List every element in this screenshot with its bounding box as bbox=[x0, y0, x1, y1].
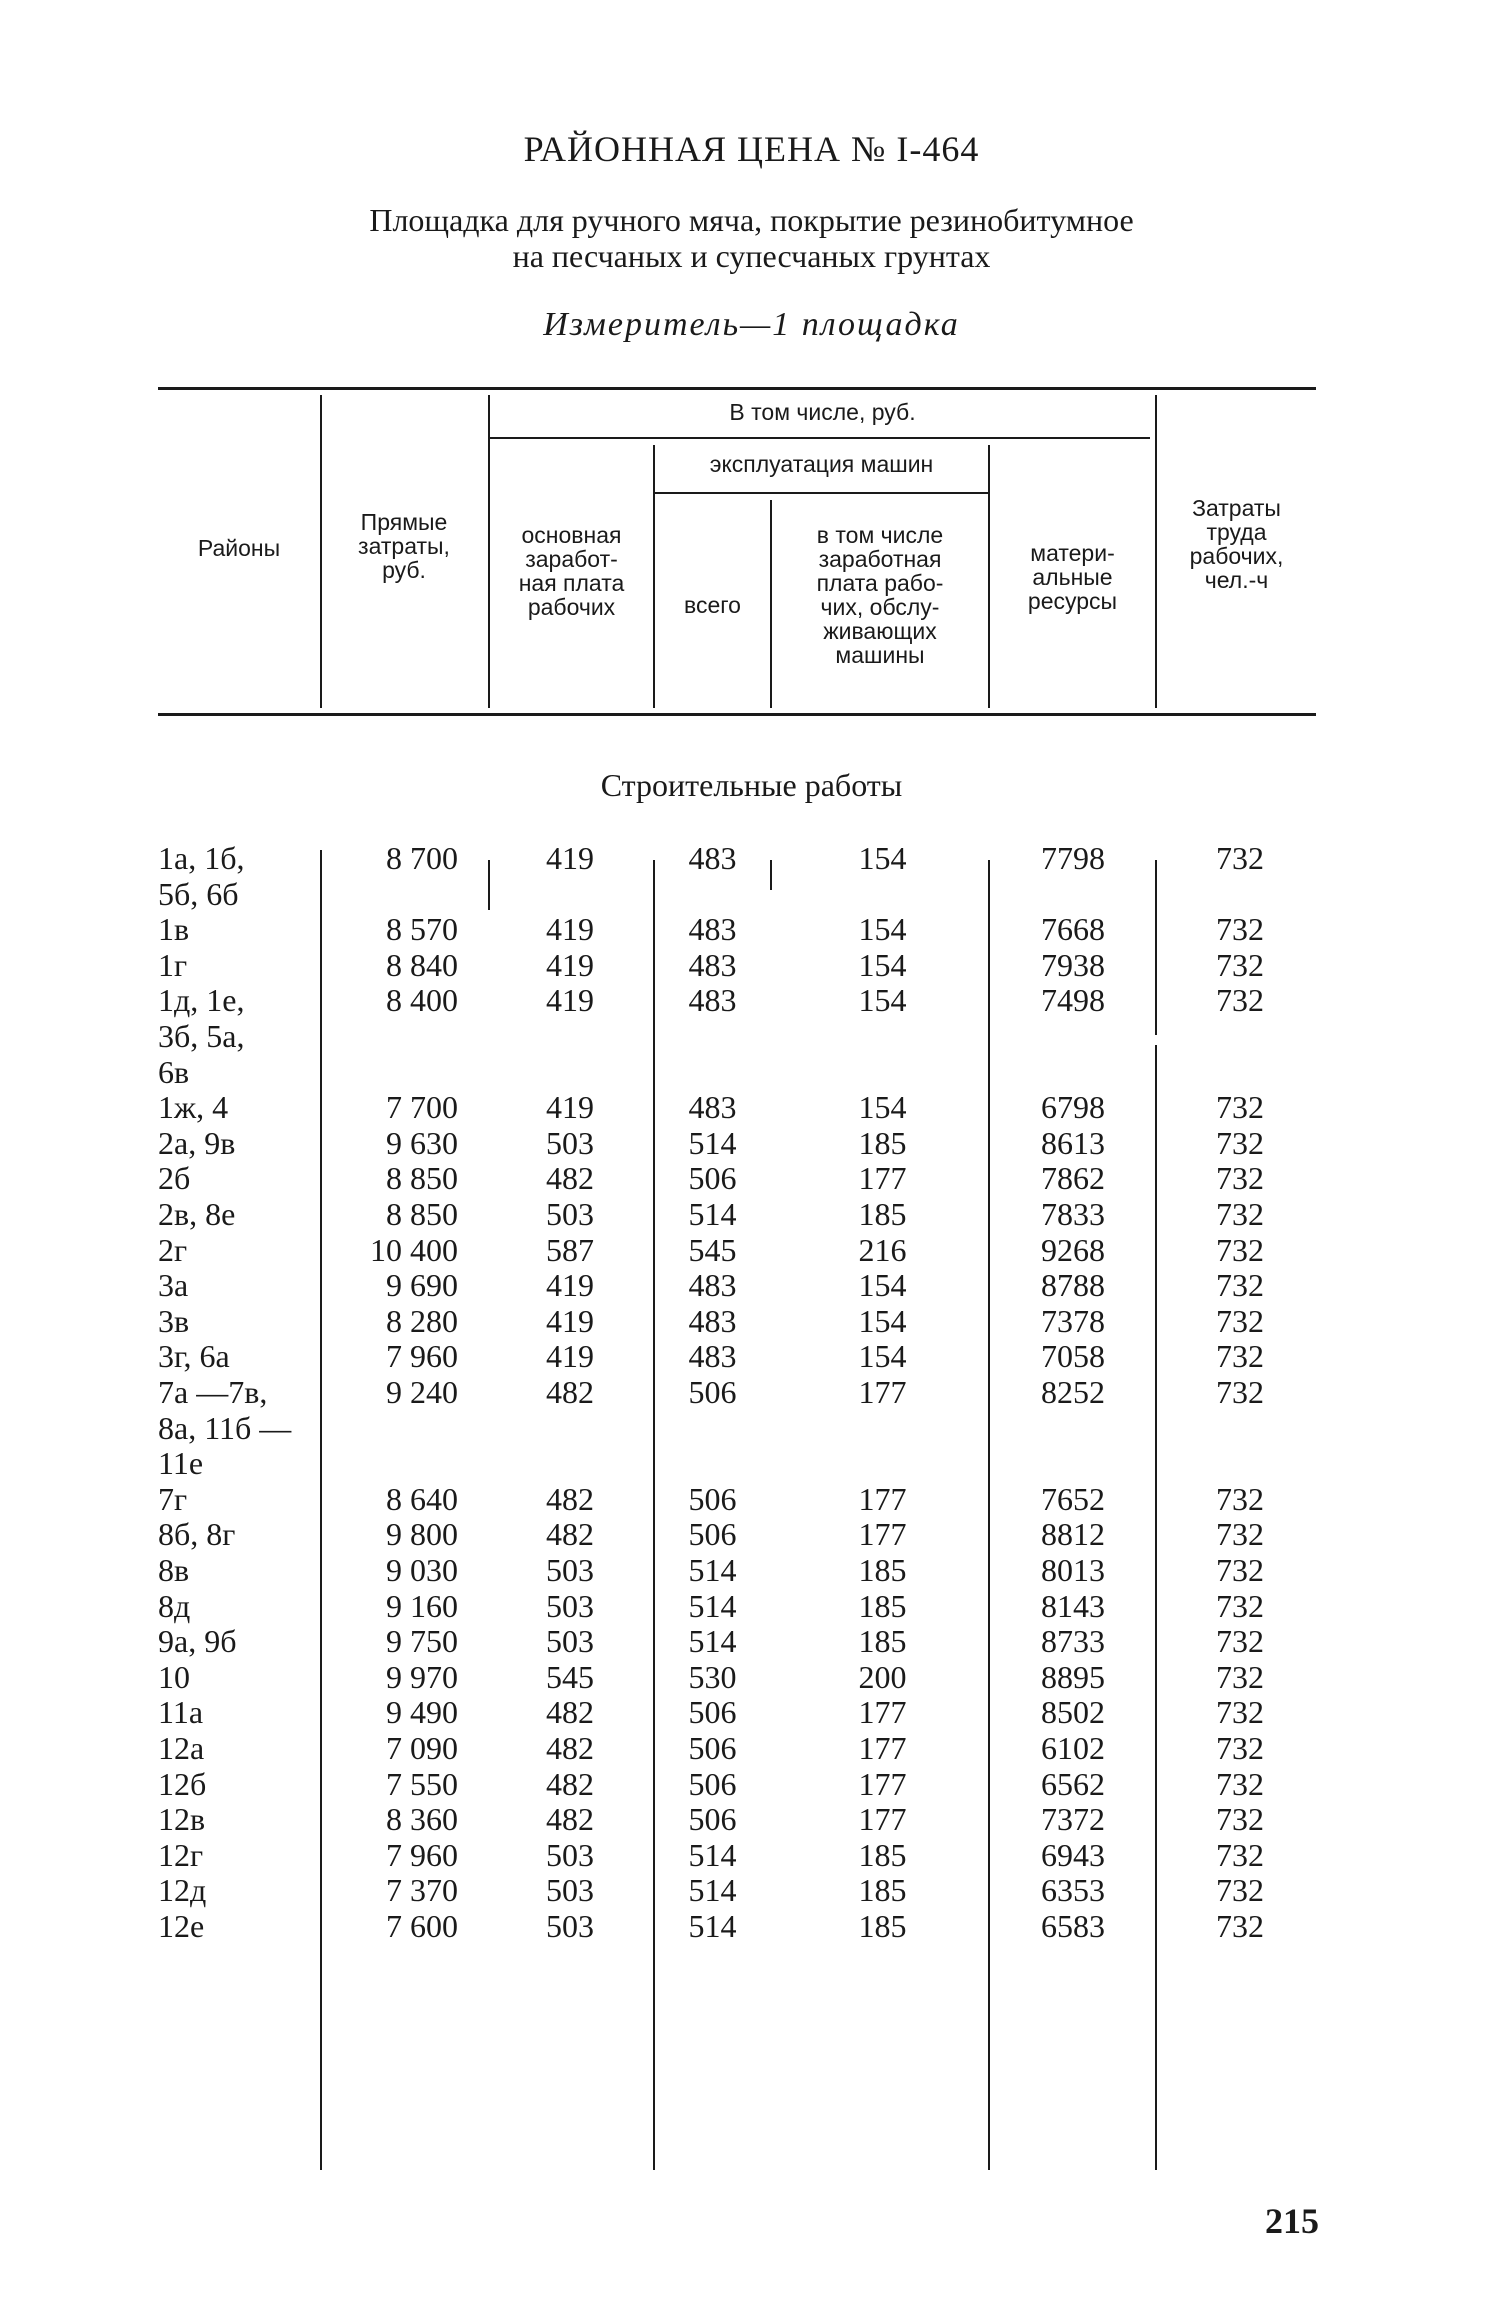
region-line: 3г, 6а bbox=[158, 1338, 230, 1375]
materials-cell: 8788 bbox=[1041, 1267, 1105, 1304]
labor-cell: 732 bbox=[1216, 1480, 1264, 1517]
base-wage-cell: 503 bbox=[546, 1552, 594, 1588]
region-cell bbox=[158, 1338, 230, 1374]
table-row bbox=[0, 911, 1503, 947]
machine-total-cell: 514 bbox=[688, 1587, 737, 1624]
table-row bbox=[0, 1766, 1503, 1802]
labor-cell: 732 bbox=[1216, 1658, 1264, 1695]
region-line: 12д bbox=[158, 1872, 207, 1909]
machine-total-cell: 514 bbox=[688, 1552, 737, 1588]
region-line: 1ж, 4 bbox=[158, 1089, 229, 1126]
labor-cell: 732 bbox=[1216, 1160, 1264, 1197]
machine-wage-cell: 154 bbox=[858, 1089, 907, 1126]
machine-wage-cell: 185 bbox=[858, 1552, 907, 1588]
machine-total-cell: 483 bbox=[688, 1267, 737, 1304]
labor-cell: 732 bbox=[1216, 1694, 1264, 1731]
labor-cell: 732 bbox=[1216, 1374, 1264, 1410]
region-cell bbox=[158, 1623, 236, 1659]
region-cell bbox=[158, 1232, 187, 1268]
materials-cell: 7798 bbox=[1041, 840, 1105, 876]
materials-cell: 7378 bbox=[1041, 1302, 1105, 1339]
base-wage-cell: 545 bbox=[546, 1658, 594, 1695]
direct-cost-cell: 7 550 bbox=[386, 1765, 458, 1802]
region-line: 2в, 8е bbox=[158, 1196, 236, 1232]
region-cell bbox=[158, 1516, 235, 1552]
materials-cell: 9268 bbox=[1041, 1231, 1105, 1268]
region-line: 10 bbox=[158, 1658, 190, 1695]
base-wage-cell: 503 bbox=[546, 1196, 594, 1232]
direct-cost-cell: 9 690 bbox=[386, 1267, 458, 1304]
direct-cost-cell: 7 370 bbox=[386, 1872, 458, 1909]
base-wage-cell: 482 bbox=[546, 1801, 594, 1838]
machine-wage-cell: 154 bbox=[858, 1302, 907, 1339]
region-line: 7а —7в, bbox=[158, 1374, 268, 1410]
page-number: 215 bbox=[1265, 2201, 1319, 2241]
region-cell bbox=[158, 1267, 188, 1303]
machine-total-cell: 506 bbox=[688, 1765, 737, 1802]
machine-total-cell: 514 bbox=[688, 1196, 737, 1232]
labor-cell: 732 bbox=[1216, 1730, 1264, 1766]
machine-total-cell: 514 bbox=[688, 1872, 737, 1909]
base-wage-cell: 503 bbox=[546, 1623, 594, 1660]
direct-cost-cell: 8 850 bbox=[386, 1160, 458, 1197]
table-row bbox=[0, 1908, 1503, 1944]
region-line: 12е bbox=[158, 1908, 205, 1944]
machine-wage-cell: 177 bbox=[858, 1480, 907, 1517]
materials-cell: 6943 bbox=[1041, 1836, 1105, 1873]
region-cell bbox=[158, 1837, 203, 1873]
subtitle-line-2: на песчаных и супесчаных грунтах bbox=[512, 238, 991, 274]
header-machine-total: всего bbox=[684, 592, 741, 618]
base-wage-cell: 482 bbox=[546, 1765, 594, 1802]
labor-cell: 732 bbox=[1216, 1552, 1264, 1588]
region-cell bbox=[158, 1196, 235, 1232]
materials-cell: 8143 bbox=[1041, 1587, 1105, 1624]
table-row bbox=[0, 1303, 1503, 1339]
materials-cell: 6583 bbox=[1041, 1908, 1105, 1944]
header-regions: Районы bbox=[197, 535, 281, 561]
machine-total-cell: 483 bbox=[688, 982, 737, 1019]
machine-operation-rule bbox=[655, 492, 990, 494]
table-row bbox=[0, 1659, 1503, 1695]
machine-wage-cell: 154 bbox=[858, 1267, 907, 1304]
table-row bbox=[0, 1623, 1503, 1659]
machine-wage-cell: 185 bbox=[858, 1587, 907, 1624]
region-line: 12в bbox=[158, 1801, 206, 1838]
direct-cost-cell: 7 090 bbox=[386, 1730, 458, 1766]
base-wage-cell: 419 bbox=[546, 1338, 594, 1375]
base-wage-cell: 419 bbox=[546, 840, 594, 876]
region-line: 2г bbox=[158, 1231, 188, 1268]
machine-total-cell: 483 bbox=[688, 1302, 737, 1339]
labor-cell: 732 bbox=[1216, 1587, 1264, 1624]
region-line: 7г bbox=[158, 1480, 188, 1517]
table-row bbox=[0, 947, 1503, 983]
machine-total-cell: 530 bbox=[688, 1658, 737, 1695]
machine-wage-cell: 177 bbox=[858, 1516, 907, 1553]
region-cell bbox=[158, 1588, 190, 1624]
labor-cell: 732 bbox=[1216, 1231, 1264, 1268]
machine-total-cell: 506 bbox=[688, 1480, 737, 1517]
region-line: 1г bbox=[158, 946, 188, 983]
table-header-bottom-rule bbox=[158, 713, 1316, 716]
table-row bbox=[0, 1267, 1503, 1303]
direct-cost-cell: 8 400 bbox=[386, 982, 458, 1019]
table-row bbox=[0, 1872, 1503, 1908]
base-wage-cell: 482 bbox=[546, 1730, 594, 1766]
table-top-rule bbox=[158, 387, 1316, 390]
table-row bbox=[0, 1125, 1503, 1161]
machine-wage-cell: 185 bbox=[858, 1196, 907, 1232]
region-line: 1а, 1б, bbox=[158, 840, 245, 876]
base-wage-cell: 419 bbox=[546, 1089, 594, 1126]
base-wage-cell: 419 bbox=[546, 946, 594, 983]
direct-cost-cell: 9 630 bbox=[386, 1124, 458, 1161]
machine-wage-cell: 185 bbox=[858, 1872, 907, 1909]
labor-cell: 732 bbox=[1216, 1765, 1264, 1802]
machine-total-cell: 514 bbox=[688, 1908, 737, 1944]
base-wage-cell: 482 bbox=[546, 1480, 594, 1517]
table-row bbox=[0, 1160, 1503, 1196]
materials-cell: 8502 bbox=[1041, 1694, 1105, 1731]
direct-cost-cell: 7 960 bbox=[386, 1338, 458, 1375]
machine-total-cell: 545 bbox=[688, 1231, 737, 1268]
region-line: 9а, 9б bbox=[158, 1623, 237, 1660]
region-line: 8б, 8г bbox=[158, 1516, 236, 1553]
machine-total-cell: 506 bbox=[688, 1516, 737, 1553]
labor-cell: 732 bbox=[1216, 1801, 1264, 1838]
region-line: 8а, 11б — bbox=[158, 1409, 292, 1446]
machine-total-cell: 506 bbox=[688, 1374, 737, 1410]
labor-cell: 732 bbox=[1216, 1302, 1264, 1339]
region-cell bbox=[158, 1374, 291, 1481]
region-cell bbox=[158, 1481, 187, 1517]
machine-wage-cell: 216 bbox=[858, 1231, 907, 1268]
machine-total-cell: 506 bbox=[688, 1730, 737, 1766]
region-cell bbox=[158, 1908, 204, 1944]
subtitle-line-1: Площадка для ручного мяча, покрытие резинобитумное bbox=[369, 202, 1134, 238]
header-base-wage: основная заработ- ная плата рабочих bbox=[518, 522, 625, 620]
region-line: 2б bbox=[158, 1160, 191, 1197]
header-direct-costs: Прямые затраты, руб. bbox=[358, 509, 450, 583]
machine-total-cell: 506 bbox=[688, 1160, 737, 1197]
table-row bbox=[0, 1196, 1503, 1232]
machine-wage-cell: 177 bbox=[858, 1730, 907, 1766]
region-line: 8д bbox=[158, 1587, 191, 1624]
header-including: В том числе, руб. bbox=[729, 399, 916, 425]
direct-cost-cell: 8 700 bbox=[386, 840, 458, 876]
machine-wage-cell: 154 bbox=[858, 840, 907, 876]
direct-cost-cell: 8 360 bbox=[386, 1801, 458, 1838]
materials-cell: 7833 bbox=[1041, 1196, 1105, 1232]
machine-wage-cell: 185 bbox=[858, 1124, 907, 1161]
materials-cell: 7862 bbox=[1041, 1160, 1105, 1197]
direct-cost-cell: 7 700 bbox=[386, 1089, 458, 1126]
region-cell bbox=[158, 1659, 190, 1695]
machine-total-cell: 506 bbox=[688, 1694, 737, 1731]
base-wage-cell: 503 bbox=[546, 1587, 594, 1624]
materials-cell: 6562 bbox=[1041, 1765, 1105, 1802]
labor-cell: 732 bbox=[1216, 1872, 1264, 1909]
region-cell bbox=[158, 1125, 235, 1161]
region-line: 11а bbox=[158, 1694, 204, 1731]
labor-cell: 732 bbox=[1216, 1338, 1264, 1375]
page-title: РАЙОННАЯ ЦЕНА № I-464 bbox=[523, 129, 980, 169]
labor-cell: 732 bbox=[1216, 1908, 1264, 1944]
base-wage-cell: 482 bbox=[546, 1374, 594, 1410]
labor-cell: 732 bbox=[1216, 1623, 1264, 1660]
materials-cell: 7652 bbox=[1041, 1480, 1105, 1517]
labor-cell: 732 bbox=[1216, 1267, 1264, 1304]
machine-wage-cell: 185 bbox=[858, 1836, 907, 1873]
region-cell bbox=[158, 1872, 206, 1908]
machine-total-cell: 483 bbox=[688, 1089, 737, 1126]
machine-wage-cell: 185 bbox=[858, 1908, 907, 1944]
machine-total-cell: 483 bbox=[688, 840, 737, 876]
labor-cell: 732 bbox=[1216, 840, 1264, 876]
labor-cell: 732 bbox=[1216, 1089, 1264, 1126]
machine-wage-cell: 177 bbox=[858, 1374, 907, 1410]
base-wage-cell: 503 bbox=[546, 1836, 594, 1873]
region-line: 3в bbox=[158, 1302, 190, 1339]
labor-cell: 732 bbox=[1216, 1196, 1264, 1232]
direct-cost-cell: 8 570 bbox=[386, 911, 458, 948]
table-row bbox=[0, 1588, 1503, 1624]
direct-cost-cell: 9 240 bbox=[386, 1374, 458, 1410]
labor-cell: 732 bbox=[1216, 946, 1264, 983]
region-cell bbox=[158, 1730, 204, 1766]
region-cell bbox=[158, 1089, 228, 1125]
region-cell bbox=[158, 982, 244, 1089]
machine-total-cell: 514 bbox=[688, 1124, 737, 1161]
region-line: 1д, 1е, bbox=[158, 982, 245, 1019]
materials-cell: 8613 bbox=[1041, 1124, 1105, 1161]
direct-cost-cell: 7 960 bbox=[386, 1836, 458, 1873]
header-machine-wage: в том числе заработная плата рабо- чих, обслу- живающих машины bbox=[816, 522, 944, 668]
machine-wage-cell: 177 bbox=[858, 1160, 907, 1197]
region-line: 11е bbox=[158, 1445, 204, 1482]
table-row bbox=[0, 1694, 1503, 1730]
table-row bbox=[0, 1338, 1503, 1374]
region-line: 12а bbox=[158, 1730, 205, 1766]
direct-cost-cell: 9 160 bbox=[386, 1587, 458, 1624]
machine-wage-cell: 177 bbox=[858, 1694, 907, 1731]
direct-cost-cell: 9 800 bbox=[386, 1516, 458, 1553]
base-wage-cell: 587 bbox=[546, 1231, 594, 1268]
machine-total-cell: 514 bbox=[688, 1836, 737, 1873]
machine-total-cell: 506 bbox=[688, 1801, 737, 1838]
header-machine-operation: эксплуатация машин bbox=[709, 451, 934, 477]
machine-total-cell: 514 bbox=[688, 1623, 737, 1660]
direct-cost-cell: 9 970 bbox=[386, 1658, 458, 1695]
machine-wage-cell: 177 bbox=[858, 1765, 907, 1802]
header-divider-3 bbox=[653, 445, 655, 708]
materials-cell: 8252 bbox=[1041, 1374, 1105, 1410]
region-line: 12г bbox=[158, 1836, 204, 1873]
base-wage-cell: 503 bbox=[546, 1908, 594, 1944]
base-wage-cell: 482 bbox=[546, 1160, 594, 1197]
region-cell bbox=[158, 840, 244, 911]
direct-cost-cell: 7 600 bbox=[386, 1908, 458, 1944]
region-cell bbox=[158, 947, 187, 983]
section-title: Строительные работы bbox=[600, 767, 903, 803]
including-rule bbox=[490, 437, 1150, 439]
table-row bbox=[0, 1481, 1503, 1517]
labor-cell: 732 bbox=[1216, 982, 1264, 1019]
direct-cost-cell: 9 750 bbox=[386, 1623, 458, 1660]
machine-wage-cell: 177 bbox=[858, 1801, 907, 1838]
header-materials: матери- альные ресурсы bbox=[1027, 540, 1118, 614]
region-line: 2а, 9в bbox=[158, 1124, 236, 1161]
region-cell bbox=[158, 1694, 203, 1730]
region-line: 12б bbox=[158, 1765, 207, 1802]
materials-cell: 8013 bbox=[1041, 1552, 1105, 1588]
machine-wage-cell: 200 bbox=[858, 1658, 907, 1695]
materials-cell: 6353 bbox=[1041, 1872, 1105, 1909]
table-row bbox=[0, 1552, 1503, 1588]
direct-cost-cell: 8 280 bbox=[386, 1302, 458, 1339]
region-cell bbox=[158, 1766, 206, 1802]
base-wage-cell: 419 bbox=[546, 982, 594, 1019]
machine-wage-cell: 154 bbox=[858, 982, 907, 1019]
direct-cost-cell: 9 490 bbox=[386, 1694, 458, 1731]
region-line: 5б, 6б bbox=[158, 875, 239, 912]
measure-unit: Измеритель—1 площадка bbox=[543, 306, 960, 343]
materials-cell: 8895 bbox=[1041, 1658, 1105, 1695]
table-row bbox=[0, 1089, 1503, 1125]
table-row bbox=[0, 840, 1503, 912]
table-row bbox=[0, 1374, 1503, 1482]
base-wage-cell: 419 bbox=[546, 911, 594, 948]
direct-cost-cell: 8 850 bbox=[386, 1196, 458, 1232]
region-line: 3б, 5а, bbox=[158, 1017, 245, 1054]
table-row bbox=[0, 1730, 1503, 1766]
machine-total-cell: 483 bbox=[688, 911, 737, 948]
machine-total-cell: 483 bbox=[688, 1338, 737, 1375]
materials-cell: 8812 bbox=[1041, 1516, 1105, 1553]
table-row bbox=[0, 982, 1503, 1090]
direct-cost-cell: 8 640 bbox=[386, 1480, 458, 1517]
region-cell bbox=[158, 1552, 189, 1588]
machine-wage-cell: 154 bbox=[858, 946, 907, 983]
region-cell bbox=[158, 911, 189, 947]
base-wage-cell: 419 bbox=[546, 1302, 594, 1339]
table-row bbox=[0, 1232, 1503, 1268]
region-cell bbox=[158, 1160, 190, 1196]
region-cell bbox=[158, 1801, 205, 1837]
region-line: 8в bbox=[158, 1552, 190, 1588]
table-row bbox=[0, 1516, 1503, 1552]
region-line: 6в bbox=[158, 1053, 190, 1090]
region-line: 1в bbox=[158, 911, 190, 948]
materials-cell: 7938 bbox=[1041, 946, 1105, 983]
header-labor: Затраты труда рабочих, чел.-ч bbox=[1189, 495, 1284, 593]
base-wage-cell: 482 bbox=[546, 1516, 594, 1553]
base-wage-cell: 503 bbox=[546, 1872, 594, 1909]
machine-total-cell: 483 bbox=[688, 946, 737, 983]
direct-cost-cell: 10 400 bbox=[370, 1231, 458, 1268]
materials-cell: 8733 bbox=[1041, 1623, 1105, 1660]
table-row bbox=[0, 1801, 1503, 1837]
base-wage-cell: 419 bbox=[546, 1267, 594, 1304]
materials-cell: 7372 bbox=[1041, 1801, 1105, 1838]
base-wage-cell: 503 bbox=[546, 1124, 594, 1161]
materials-cell: 6102 bbox=[1041, 1730, 1105, 1766]
labor-cell: 732 bbox=[1216, 1124, 1264, 1161]
table-row bbox=[0, 1837, 1503, 1873]
machine-wage-cell: 185 bbox=[858, 1623, 907, 1660]
labor-cell: 732 bbox=[1216, 1516, 1264, 1553]
direct-cost-cell: 9 030 bbox=[386, 1552, 458, 1588]
machine-wage-cell: 154 bbox=[858, 911, 907, 948]
region-line: 3а bbox=[158, 1267, 189, 1304]
machine-wage-cell: 154 bbox=[858, 1338, 907, 1375]
labor-cell: 732 bbox=[1216, 911, 1264, 948]
region-cell bbox=[158, 1303, 189, 1339]
base-wage-cell: 482 bbox=[546, 1694, 594, 1731]
materials-cell: 7058 bbox=[1041, 1338, 1105, 1375]
materials-cell: 6798 bbox=[1041, 1089, 1105, 1126]
materials-cell: 7498 bbox=[1041, 982, 1105, 1019]
materials-cell: 7668 bbox=[1041, 911, 1105, 948]
labor-cell: 732 bbox=[1216, 1836, 1264, 1873]
direct-cost-cell: 8 840 bbox=[386, 946, 458, 983]
